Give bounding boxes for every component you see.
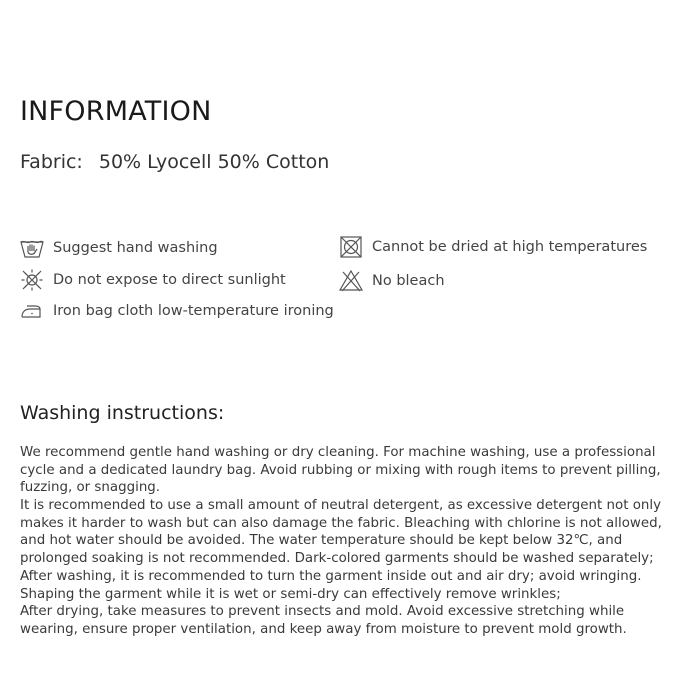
care-item-no-tumble-dry [338,235,647,259]
care-item-no-bleach [338,269,445,293]
no-sun-dry-icon [19,268,45,292]
fabric-label: Fabric: [20,151,83,173]
fabric-value: 50% Lyocell 50% Cotton [98,151,330,173]
no-tumble-dry-icon [338,235,364,259]
instruction-line: fuzzing, or snagging. [20,480,161,496]
instruction-line: cycle and a dedicated laundry bag. Avoid rubbing or mixing with rough items to prevent pilling, [20,462,661,478]
care-text-no-sun: Do not expose to direct sunlight [53,272,286,288]
care-item-hand-wash [19,236,218,260]
instruction-line: and hot water should be avoided. The water temperature should be kept below 32℃, and [20,533,623,549]
washing-instructions-title: Washing instructions: [20,402,225,424]
instruction-line: makes it harder to wash but can also damage the fabric. Bleaching with chlorine is not allowed, [20,515,662,531]
instruction-line: After washing, it is recommended to turn the garment inside out and air dry; avoid wringing. [20,568,642,584]
instruction-line: It is recommended to use a small amount of neutral detergent, as excessive detergent not only [20,498,662,514]
page-title: INFORMATION [20,96,212,127]
care-text-no-tumble-dry: Cannot be dried at high temperatures [372,239,648,255]
care-text-no-bleach: No bleach [372,273,445,289]
care-item-no-sun [19,268,286,292]
low-iron-icon [19,299,45,323]
instruction-line: Shaping the garment while it is wet or semi-dry can effectively remove wrinkles; [20,586,561,602]
no-bleach-icon [338,269,364,293]
care-item-low-iron [19,299,334,323]
care-text-hand-wash: Suggest hand washing [53,240,218,256]
fabric-composition [20,150,329,174]
instruction-line: wearing, ensure proper ventilation, and keep away from moisture to prevent mold growth. [20,621,627,637]
instruction-line: prolonged soaking is not recommended. Dark-colored garments should be washed separately; [20,551,654,567]
care-text-low-iron: Iron bag cloth low-temperature ironing [53,303,334,319]
instruction-line: After drying, take measures to prevent insects and mold. Avoid excessive stretching while [20,604,625,620]
instruction-line: We recommend gentle hand washing or dry cleaning. For machine washing, use a professional [20,445,656,460]
hand-wash-icon [19,236,45,260]
washing-instructions-body [20,444,670,639]
